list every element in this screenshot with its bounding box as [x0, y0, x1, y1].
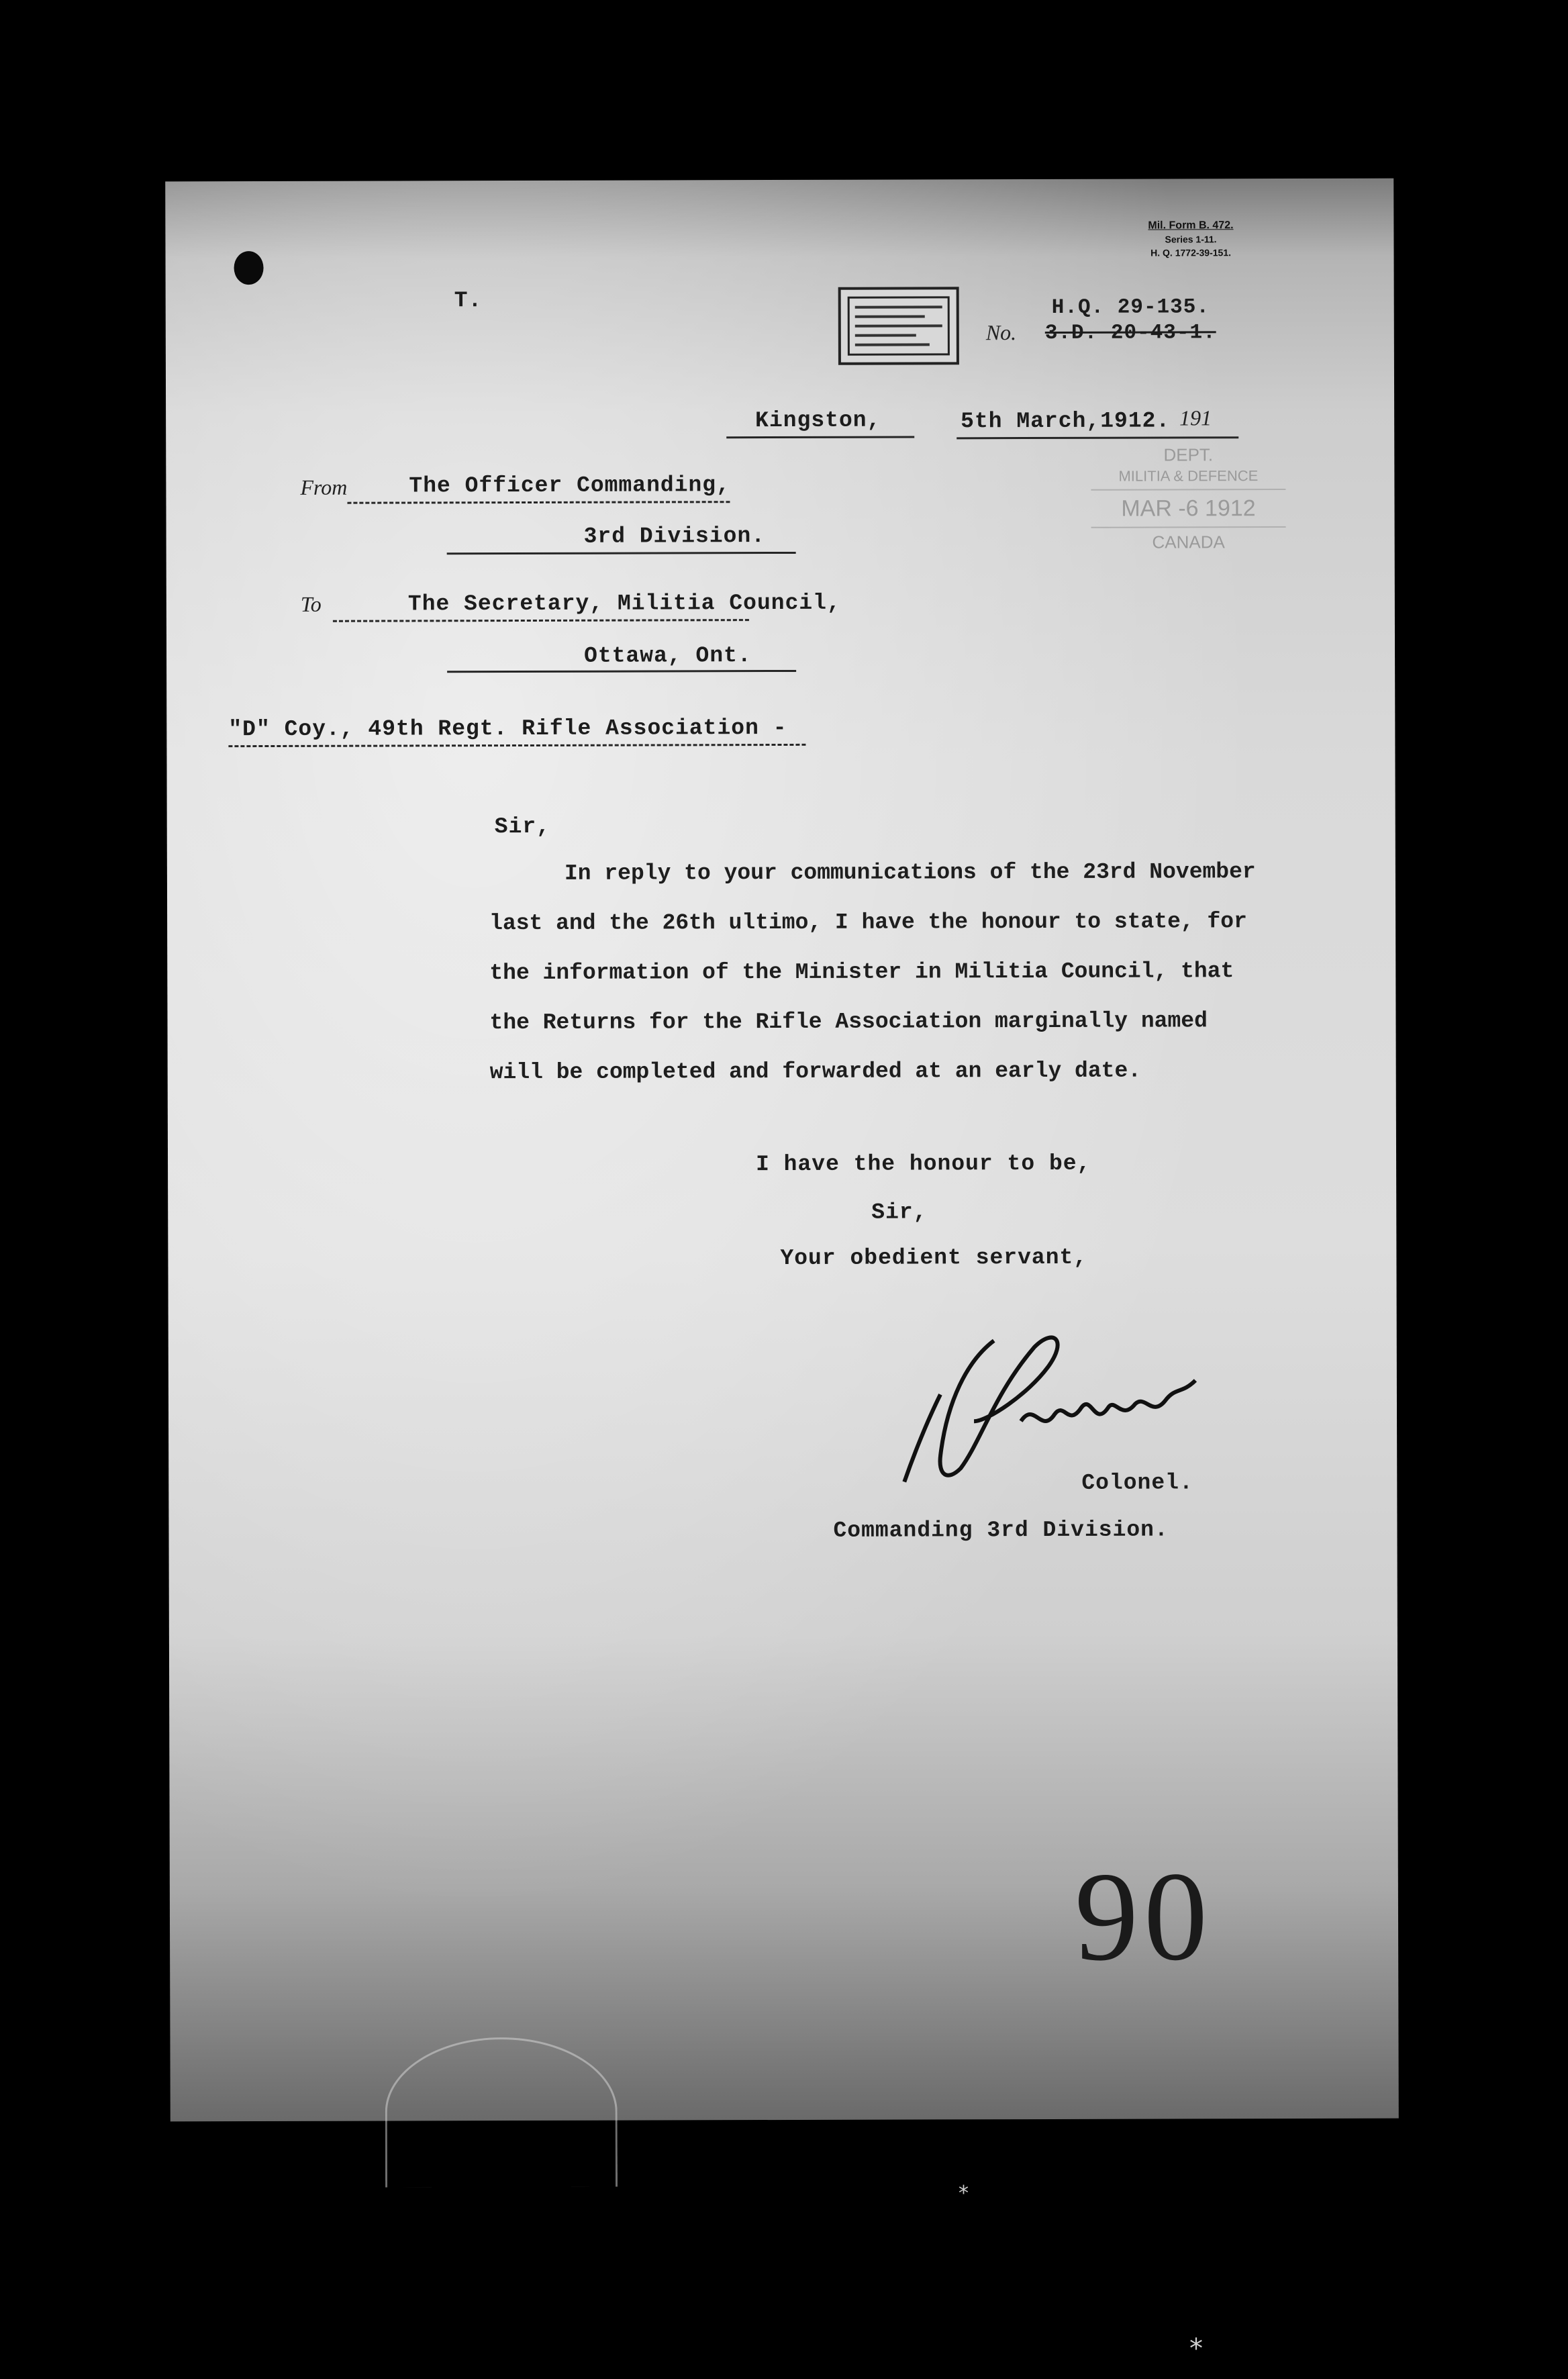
received-stamp-date: MAR -6 1912 — [1121, 495, 1256, 522]
signature-title: Commanding 3rd Division. — [833, 1517, 1169, 1543]
page-number: 90 — [1074, 1846, 1214, 1988]
subject-line: "D" Coy., 49th Regt. Rifle Association - — [228, 715, 787, 742]
division-number-prefix: No. — [985, 320, 1017, 345]
from-line-1: The Officer Commanding, — [409, 473, 730, 499]
to-label: To — [300, 591, 322, 616]
hq-file-number: H.Q. 29-135. — [1051, 295, 1210, 320]
body-line: the information of the Minister in Militia Council, that — [489, 959, 1234, 986]
margin-stamp — [838, 287, 959, 365]
received-stamp-line: MILITIA & DEFENCE — [1118, 467, 1259, 485]
received-stamp — [1091, 444, 1285, 552]
place: Kingston, — [755, 407, 881, 434]
letter-body — [489, 847, 1257, 1098]
body-line: In reply to your communications of the 23rd November — [564, 859, 1256, 886]
received-stamp-line: DEPT. — [1163, 444, 1214, 465]
closing-line-2: Sir, — [871, 1200, 928, 1225]
from-line-2: 3rd Division. — [583, 524, 766, 549]
closing-line-1: I have the honour to be, — [756, 1151, 1091, 1177]
to-line-1: The Secretary, Militia Council, — [407, 590, 841, 617]
punch-hole — [234, 251, 263, 285]
from-label: From — [300, 475, 348, 499]
letter-page — [165, 179, 1399, 2122]
to-line-2: Ottawa, Ont. — [584, 643, 752, 669]
signature-rank: Colonel. — [1081, 1470, 1193, 1496]
salutation: Sir, — [494, 814, 551, 840]
scan-artifact: * — [959, 2182, 969, 2205]
signature — [900, 1320, 1210, 1495]
body-line: last and the 26th ultimo, I have the honour to state, for — [489, 909, 1247, 936]
closing-line-3: Your obedient servant, — [780, 1245, 1088, 1271]
form-number-block — [1148, 219, 1233, 259]
form-number-line: Mil. Form B. 472. — [1148, 220, 1234, 232]
faded-seal — [385, 2037, 618, 2188]
division-file-number: 3.D. 20-43-1. — [1044, 321, 1216, 345]
body-line: the Returns for the Rifle Association marginally named — [489, 1008, 1208, 1036]
body-line: will be completed and forwarded at an early date. — [489, 1058, 1142, 1085]
date: 5th March,1912. — [961, 408, 1171, 434]
scan-artifact: * — [1189, 2333, 1203, 2364]
form-number-line: Series 1-11. — [1165, 234, 1217, 245]
form-number-line: H. Q. 1772-39-151. — [1150, 247, 1232, 258]
filing-mark: T. — [454, 288, 483, 313]
received-stamp-line: CANADA — [1152, 532, 1225, 552]
year-prefix: 191 — [1179, 405, 1212, 430]
